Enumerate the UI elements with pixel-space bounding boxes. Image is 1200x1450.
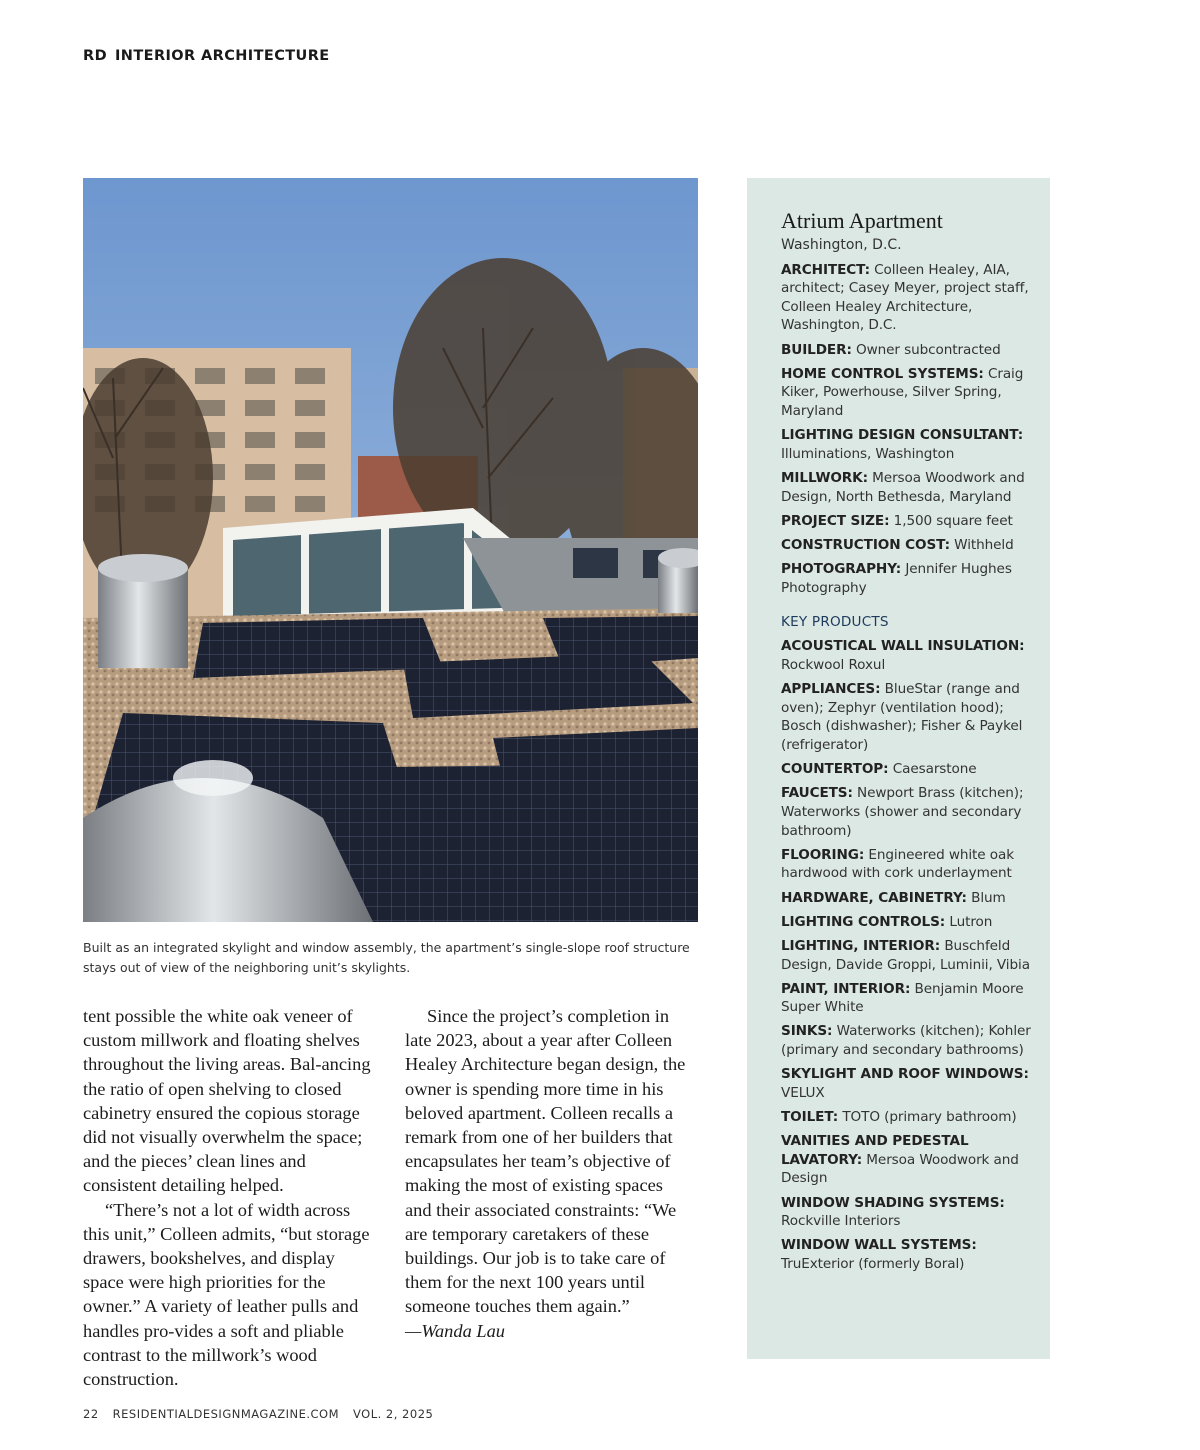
products-entry xyxy=(781,889,1043,908)
volume-label: VOL. 2, 2025 xyxy=(353,1407,434,1421)
credits-entry xyxy=(781,426,1043,463)
products-value: Blum xyxy=(966,889,1006,906)
credits-value: Mersoa Woodwork and Design, North Bethesda, Maryland xyxy=(781,469,1025,505)
products-entry xyxy=(781,1022,1043,1059)
credits-value: Colleen Healey, AIA, architect; Casey Meyer, project staff, Colleen Healey Architecture, Washington, D.C. xyxy=(781,261,1029,334)
products-label: APPLIANCES: xyxy=(781,681,881,698)
page-footer xyxy=(83,1407,447,1421)
products-entry xyxy=(781,1132,1043,1188)
credits-value: Withheld xyxy=(949,536,1014,553)
products-label: LIGHTING, INTERIOR: xyxy=(781,937,941,954)
products-value: TOTO (primary bathroom) xyxy=(838,1109,1017,1126)
products-value: Rockwool Roxul xyxy=(781,657,886,674)
rooftop-photo xyxy=(83,178,698,922)
products-label: TOILET: xyxy=(781,1109,839,1126)
project-title: Atrium Apartment xyxy=(781,208,943,233)
products-entry xyxy=(781,1065,1043,1102)
credits-value: Illuminations, Washington xyxy=(781,445,955,462)
credits-label: MILLWORK: xyxy=(781,469,868,486)
credits-entry xyxy=(781,365,1043,421)
products-value: Benjamin Moore Super White xyxy=(781,980,1024,1016)
products-value: Lutron xyxy=(945,913,993,930)
magazine-website: RESIDENTIALDESIGNMAGAZINE.COM xyxy=(112,1407,339,1421)
products-value: VELUX xyxy=(781,1084,825,1101)
magazine-logo: RD xyxy=(83,48,108,64)
section-header xyxy=(83,48,330,64)
project-location: Washington, D.C. xyxy=(781,237,902,253)
credits-entry xyxy=(781,469,1043,506)
credits-label: CONSTRUCTION COST: xyxy=(781,536,950,553)
products-entry xyxy=(781,680,1043,754)
products-label: COUNTERTOP: xyxy=(781,761,889,778)
credits-value: 1,500 square feet xyxy=(889,512,1013,529)
section-title: INTERIOR ARCHITECTURE xyxy=(115,48,330,64)
credits-label: PHOTOGRAPHY: xyxy=(781,561,902,578)
project-credits-sidebar xyxy=(747,178,1050,1359)
products-label: SKYLIGHT AND ROOF WINDOWS: xyxy=(781,1066,1029,1083)
products-value: BlueStar (range and oven); Zephyr (ventilation hood); Bosch (dishwasher); Fisher & Paykel (refrigerator) xyxy=(781,681,1023,753)
credits-entry xyxy=(781,560,1043,597)
products-entry xyxy=(781,1236,1043,1273)
products-value: Engineered white oak hardwood with cork underlayment xyxy=(781,846,1014,882)
credits-value: Owner subcontracted xyxy=(851,341,1001,358)
key-products-heading: KEY PRODUCTS xyxy=(781,614,889,631)
body-paragraph: Since the project’s completion in late 2023, about a year after Colleen Healey Architecture began design, the owner is spending more time in his beloved apartment. Colleen recalls a remark from one of her builders that encapsulates her team’s objective of making the most of existing spaces and their associated constraints: “We are temporary caretakers of these buildings. Our job is to take care of them for the next 100 years until someone touches them again.” xyxy=(405,1006,686,1317)
products-entry xyxy=(781,784,1043,840)
credits-label: HOME CONTROL SYSTEMS: xyxy=(781,365,984,382)
products-label: WINDOW SHADING SYSTEMS: xyxy=(781,1194,1005,1211)
products-entry xyxy=(781,846,1043,883)
body-paragraph: tent possible the white oak veneer of custom millwork and floating shelves throughout the living areas. Bal-ancing the ratio of open shelving to closed cabinetry ensured the copious storage did not visually overwhelm the space; and the pieces’ clean lines and consistent detailing helped. xyxy=(83,1006,371,1196)
products-label: SINKS: xyxy=(781,1023,833,1040)
credits-label: ARCHITECT: xyxy=(781,261,870,278)
products-label: LIGHTING CONTROLS: xyxy=(781,913,946,930)
credits-label: LIGHTING DESIGN CONSULTANT: xyxy=(781,427,1024,444)
products-value: Caesarstone xyxy=(888,761,977,778)
page-number: 22 xyxy=(83,1407,99,1421)
products-value: Buschfeld Design, Davide Groppi, Luminii, Vibia xyxy=(781,937,1030,973)
products-label: ACOUSTICAL WALL INSULATION: xyxy=(781,638,1025,655)
credits-entry xyxy=(781,261,1043,335)
products-entry xyxy=(781,1194,1043,1231)
products-list xyxy=(781,637,1043,1273)
products-label: HARDWARE, CABINETRY: xyxy=(781,889,967,906)
rooftop-photo-illustration xyxy=(83,178,698,922)
products-entry xyxy=(781,1108,1043,1127)
body-column-1 xyxy=(83,1004,375,1391)
credits-label: PROJECT SIZE: xyxy=(781,512,890,529)
products-label: FLOORING: xyxy=(781,846,865,863)
credits-label: BUILDER: xyxy=(781,341,852,358)
products-value: Waterworks (kitchen); Kohler (primary and secondary bathrooms) xyxy=(781,1023,1031,1059)
author-signoff: —Wanda Lau xyxy=(405,1320,505,1341)
credits-entry xyxy=(781,512,1043,531)
credits-entry xyxy=(781,341,1043,360)
body-paragraph: “There’s not a lot of width across this unit,” Colleen admits, “but storage drawers, bookshelves, and display space were high priorities for the owner.” A variety of leather pulls and handles pro-vides a soft and pliable contrast to the millwork’s wood construction. xyxy=(83,1199,370,1390)
body-column-2 xyxy=(405,1004,690,1343)
products-entry xyxy=(781,760,1043,779)
photo-caption: Built as an integrated skylight and window assembly, the apartment’s single-slope roof structure stays out of view of the neighboring unit’s skylights. xyxy=(83,940,690,975)
products-entry xyxy=(781,937,1043,974)
products-label: FAUCETS: xyxy=(781,785,853,802)
credits-entry xyxy=(781,536,1043,555)
products-entry xyxy=(781,637,1043,674)
products-entry xyxy=(781,913,1043,932)
products-label: PAINT, INTERIOR: xyxy=(781,980,911,997)
products-value: Mersoa Woodwork and Design xyxy=(781,1151,1019,1187)
credits-list xyxy=(781,261,1043,598)
products-label: VANITIES AND PEDESTAL LAVATORY: xyxy=(781,1133,969,1168)
products-value: Rockville Interiors xyxy=(781,1213,901,1230)
products-value: TruExterior (formerly Boral) xyxy=(781,1255,965,1272)
credits-value: Craig Kiker, Powerhouse, Silver Spring, Maryland xyxy=(781,365,1024,419)
products-value: Newport Brass (kitchen); Waterworks (shower and secondary bathroom) xyxy=(781,785,1024,839)
credits-value: Jennifer Hughes Photography xyxy=(781,561,1012,596)
products-label: WINDOW WALL SYSTEMS: xyxy=(781,1237,977,1254)
products-entry xyxy=(781,980,1043,1017)
